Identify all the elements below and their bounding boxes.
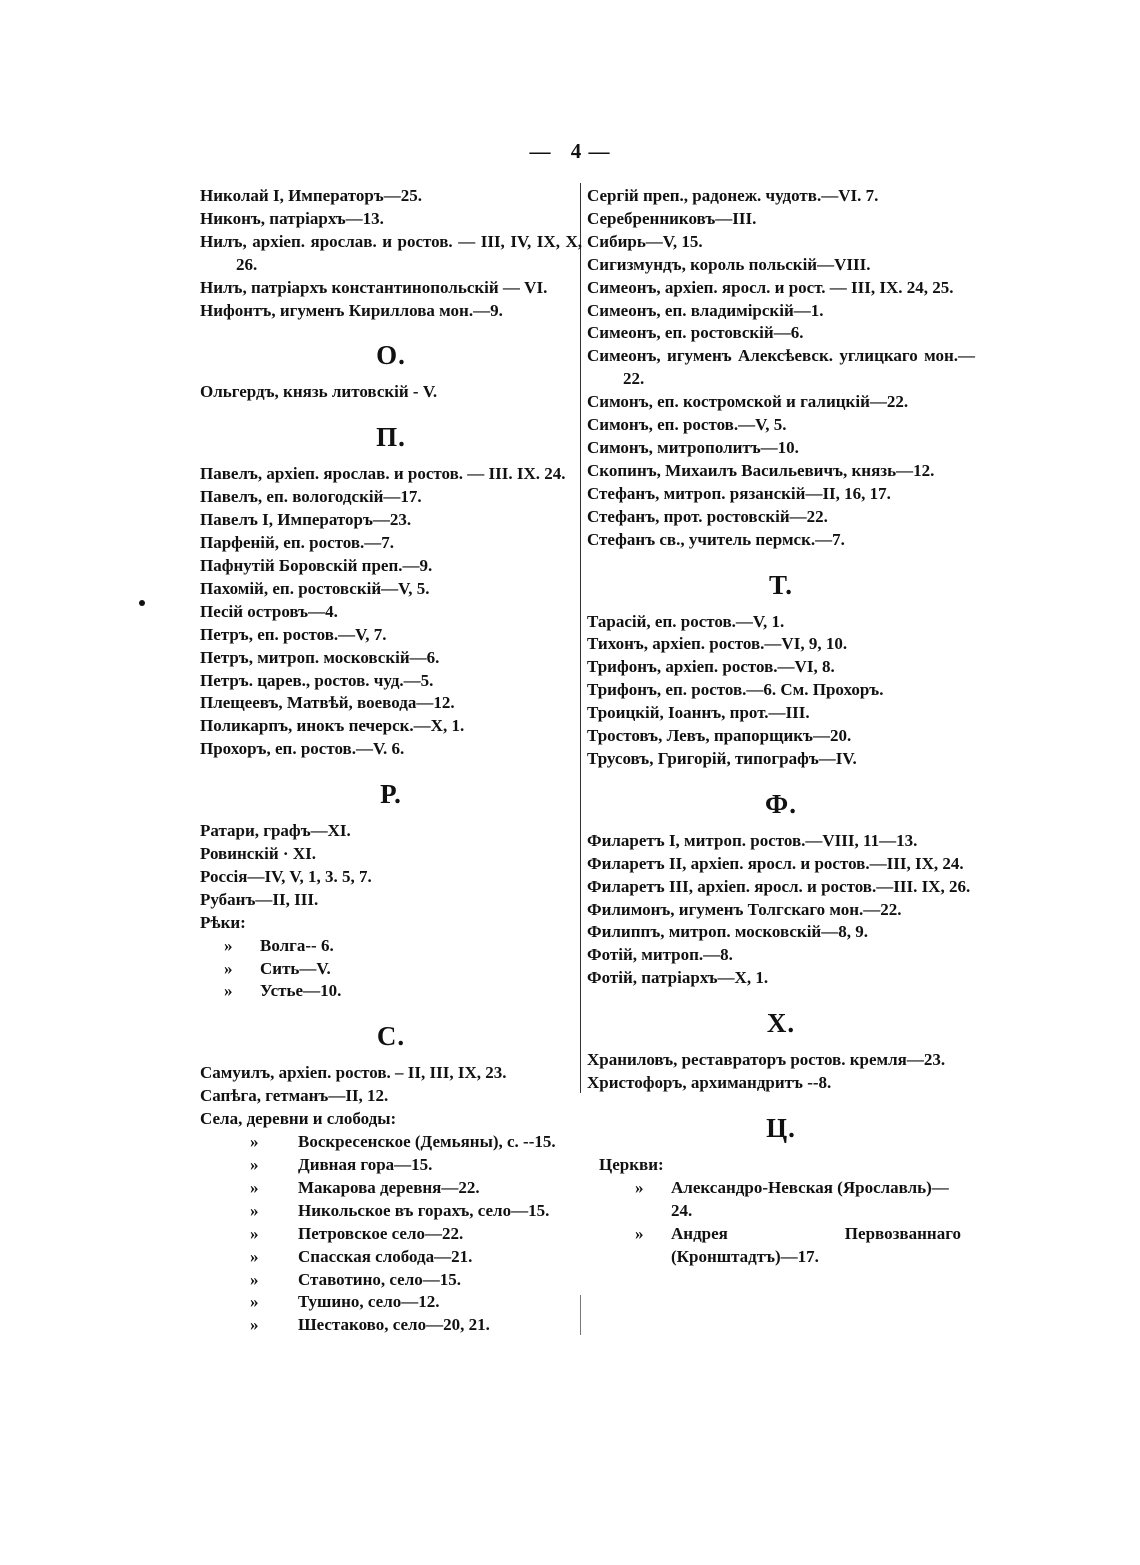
sub-entry <box>200 935 582 958</box>
index-entry: Прохоръ, еп. ростов.—V. 6. <box>200 739 405 759</box>
section-header-t: Т. <box>768 569 794 600</box>
index-entry: Рубанъ—II, III. <box>200 889 319 909</box>
index-entry: Плещеевъ, Матвѣй, воевода—12. <box>200 693 455 713</box>
ts-section <box>587 1154 975 1269</box>
t-section <box>587 611 975 771</box>
n-section <box>200 185 582 322</box>
ditto-mark: » <box>224 958 233 978</box>
ditto-mark: » <box>250 1223 259 1243</box>
index-entry: Парфеній, еп. ростов.—7. <box>200 533 395 553</box>
index-entry: Россія—IV, V, 1, 3. 5, 7. <box>200 866 372 886</box>
sub-entry <box>200 1177 582 1200</box>
index-entry: Церкви: <box>599 1155 664 1174</box>
margin-dot <box>139 600 145 606</box>
index-entry: Филиппъ, митроп. московскій—8, 9. <box>587 922 868 942</box>
index-entry: Тихонъ, архіеп. ростов.—VI, 9, 10. <box>587 634 848 654</box>
index-entry: Тростовъ, Левъ, прапорщикъ—20. <box>587 726 852 746</box>
sub-entry <box>200 1223 582 1246</box>
section-header-o: О. <box>376 340 406 371</box>
section-header-h: Х. <box>766 1008 796 1039</box>
index-entry: Симонъ, еп. костромской и галицкій—22. <box>587 392 909 412</box>
ditto-mark: » <box>250 1155 259 1174</box>
index-entry: Павелъ, архіеп. ярослав. и ростов. — III. IX. 24. <box>200 464 566 484</box>
sub-entry-text: Макарова деревня—22. <box>298 1177 480 1197</box>
index-entry: Тарасій, еп. ростов.—V, 1. <box>587 611 785 631</box>
ditto-mark: » <box>224 935 233 955</box>
index-entry: Нилъ, патріархъ константинопольскій — VI. <box>200 277 548 297</box>
section-header-ts: Ц. <box>766 1113 796 1143</box>
ditto-mark: » <box>635 1177 644 1197</box>
sub-entry <box>200 1131 582 1154</box>
index-entry: Нилъ, архіеп. ярослав. и ростов. — III, IV, IX, X, 26. <box>200 231 582 274</box>
index-entry: Трусовъ, Григорій, типографъ—IV. <box>587 748 857 768</box>
index-entry: Симеонъ, еп. владимірскій—1. <box>587 300 824 320</box>
f-section <box>587 830 975 990</box>
index-entry: Стефанъ св., учитель пермск.—7. <box>587 529 845 549</box>
h-section <box>587 1049 975 1095</box>
index-entry: Сергій преп., радонеж. чудотв.—VI. 7. <box>587 186 879 205</box>
sub-entry <box>200 1314 582 1337</box>
index-entry: Трифонъ, архіеп. ростов.—VI, 8. <box>587 657 835 677</box>
sub-entry <box>200 1154 582 1177</box>
sub-entry-text: Ставотино, село—15. <box>298 1269 461 1289</box>
sub-entry <box>587 1177 975 1223</box>
index-entry: Ровинскій · XI. <box>200 844 316 864</box>
ditto-mark: » <box>635 1223 644 1243</box>
index-entry: Сапѣга, гетманъ—II, 12. <box>200 1086 389 1106</box>
index-entry: Филаретъ I, митроп. ростов.—VIII, 11—13. <box>587 830 918 850</box>
sub-entry <box>200 980 582 1003</box>
index-entry: Симеонъ, архіеп. яросл. и рост. — III, IX. 24, 25. <box>587 277 954 297</box>
index-entry: Фотій, митроп.—8. <box>587 945 733 965</box>
sub-entry <box>200 1200 582 1223</box>
sub-entry-text: Дивная гора—15. <box>298 1155 433 1174</box>
index-entry: Филимонъ, игуменъ Толгскаго мон.—22. <box>587 899 902 919</box>
index-entry: Христофоръ, архимандритъ --8. <box>587 1073 832 1093</box>
s-section-continued <box>587 185 975 552</box>
index-entry: Павелъ I, Императоръ—23. <box>200 510 412 530</box>
index-entry: Села, деревни и слободы: <box>200 1109 397 1129</box>
sub-entry <box>200 1269 582 1292</box>
index-entry: Петръ, митроп. московскій—6. <box>200 647 440 667</box>
ditto-mark: » <box>224 981 233 1001</box>
s-section <box>200 1062 582 1337</box>
index-entry: Песій островъ—4. <box>200 601 338 621</box>
p-section <box>200 463 582 761</box>
index-entry: Храниловъ, реставраторъ ростов. кремля—23. <box>587 1050 946 1070</box>
sub-entry <box>200 1291 582 1314</box>
index-entry: Пафнутій Боровскій преп.—9. <box>200 555 433 575</box>
index-entry: Трифонъ, еп. ростов.—6. См. Прохоръ. <box>587 680 884 700</box>
index-entry: Ратари, графъ—XI. <box>200 821 351 841</box>
sub-entry-text: Петровское село—22. <box>298 1223 464 1243</box>
index-entry: Филаретъ III, архіеп. яросл. и ростов.—III. IX, 26. <box>587 876 971 896</box>
index-entry: Серебренниковъ—III. <box>587 208 757 228</box>
index-entry: Симеонъ, еп. ростовскій—6. <box>587 323 804 343</box>
sub-entry-text: Спасская слобода—21. <box>298 1246 473 1266</box>
index-entry: Сигизмундъ, король польскій—VIII. <box>587 254 871 274</box>
index-entry: Стефанъ, прот. ростовскій—22. <box>587 506 828 526</box>
index-entry: Симонъ, митрополитъ—10. <box>587 437 799 457</box>
index-entry: Симонъ, еп. ростов.—V, 5. <box>587 415 787 435</box>
r-section <box>200 820 582 1003</box>
ditto-mark: » <box>250 1292 259 1312</box>
index-entry: Сибирь—V, 15. <box>587 231 703 251</box>
index-entry: Самуилъ, архіеп. ростов. – II, III, IX, 23. <box>200 1063 507 1083</box>
ditto-mark: » <box>250 1177 259 1197</box>
section-header-s: С. <box>376 1021 406 1052</box>
index-entry: Симеонъ, игуменъ Алексѣевск. углицкаго мон.—22. <box>587 346 975 389</box>
sub-entry-text: Шестаково, село—20, 21. <box>298 1315 490 1335</box>
sub-entry <box>587 1223 975 1269</box>
ditto-mark: » <box>250 1269 259 1289</box>
index-entry: Николай I, Императоръ—25. <box>200 186 422 205</box>
section-header-f: Ф. <box>765 788 797 819</box>
index-entry: Нифонтъ, игуменъ Кириллова мон.—9. <box>200 300 503 320</box>
section-header-p: П. <box>376 422 406 453</box>
index-entry: Скопинъ, Михаилъ Васильевичъ, князь—12. <box>587 460 935 480</box>
right-column <box>587 185 975 1269</box>
sub-entry-text: Тушино, село—12. <box>298 1292 440 1312</box>
ditto-mark: » <box>250 1200 259 1220</box>
sub-entry-text: Сить—V. <box>260 958 331 978</box>
index-entry: Ольгердъ, князь литовскій - V. <box>200 382 438 402</box>
index-entry: Павелъ, еп. вологодскій—17. <box>200 487 422 507</box>
index-entry: Стефанъ, митроп. рязанскій—II, 16, 17. <box>587 483 891 503</box>
index-entry: Никонъ, патріархъ—13. <box>200 208 384 228</box>
index-entry: Филаретъ II, архіеп. яросл. и ростов.—III, IX, 24. <box>587 853 964 873</box>
sub-entry-text: Никольское въ горахъ, село—15. <box>298 1200 550 1220</box>
left-column <box>200 185 582 1337</box>
sub-entry-text: Устье—10. <box>260 981 342 1001</box>
ditto-mark: » <box>250 1132 259 1152</box>
ditto-mark: » <box>250 1315 259 1335</box>
page-number: — 4 — <box>529 139 611 163</box>
index-entry: Троицкій, Іоаннъ, прот.—III. <box>587 703 810 723</box>
sub-entry-text: Андрея Первозваннаго (Кронштадтъ)—17. <box>671 1223 961 1266</box>
index-entry: Петръ. царев., ростов. чуд.—5. <box>200 670 434 690</box>
index-entry: Петръ, еп. ростов.—V, 7. <box>200 624 387 644</box>
section-header-r: Р. <box>380 779 402 810</box>
ditto-mark: » <box>250 1246 259 1266</box>
sub-entry-text: Воскресенское (Демьяны), с. --15. <box>298 1132 556 1152</box>
sub-entry <box>200 958 582 981</box>
sub-entry-text: Александро-Невская (Ярославль)— 24. <box>671 1177 949 1220</box>
index-entry: Поликарпъ, инокъ печерск.—X, 1. <box>200 716 465 736</box>
sub-entry-text: Волга-- 6. <box>260 935 334 955</box>
index-entry: Рѣки: <box>200 912 246 932</box>
sub-entry <box>200 1246 582 1269</box>
index-entry: Фотій, патріархъ—X, 1. <box>587 968 769 988</box>
index-entry: Пахомій, еп. ростовскій—V, 5. <box>200 578 430 598</box>
